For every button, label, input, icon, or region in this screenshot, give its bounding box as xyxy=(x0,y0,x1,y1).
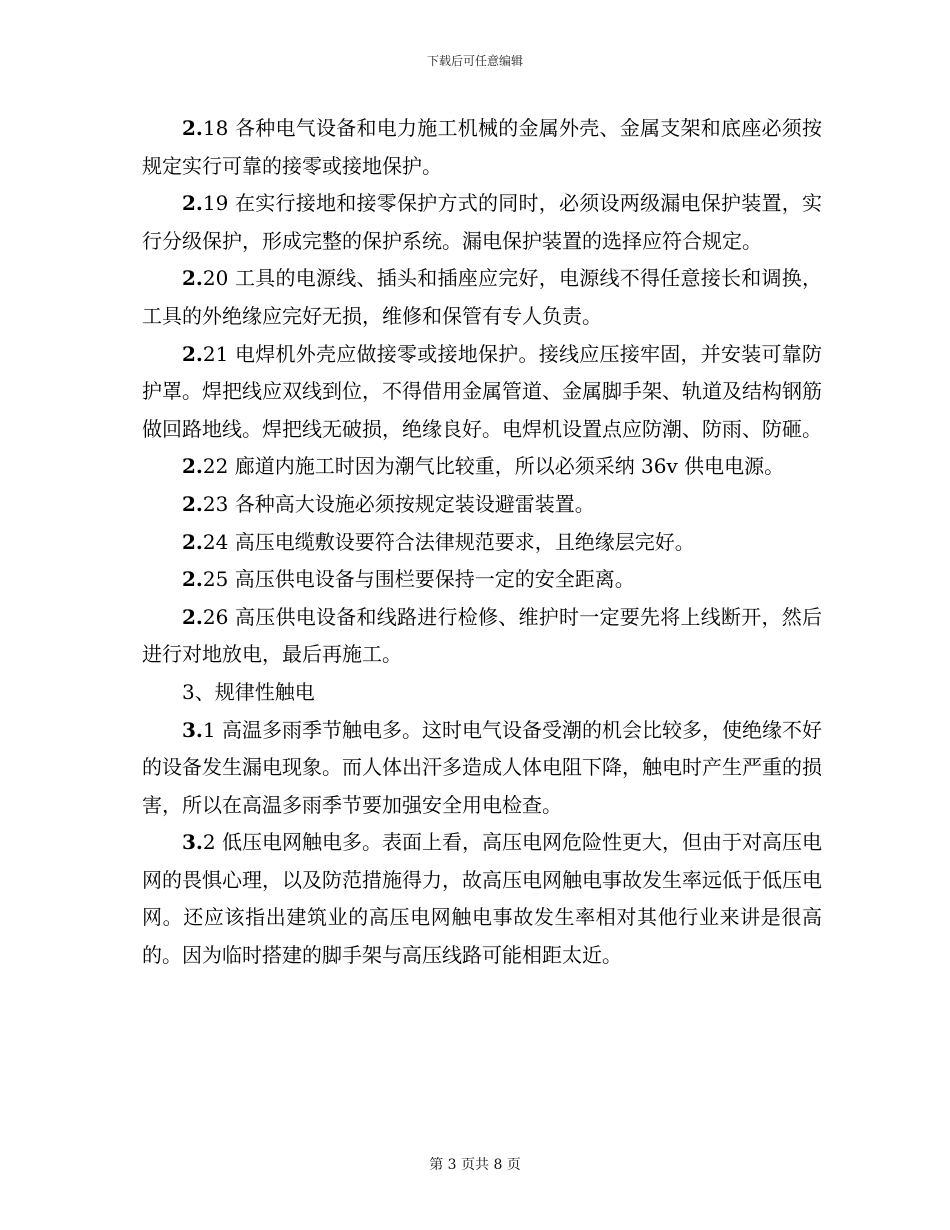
paragraph-text: 2 低压电网触电多。表面上看，高压电网危险性更大，但由于对高压电网的畏惧心理，以及防范措施得力，故高压电网触电事故发生率远低于低压电网。还应该指出建筑业的高压电网触电事故发生率相对其他行业来讲是很高的。因为临时搭建的脚手架与高压线路可能相距太近。 xyxy=(142,830,822,968)
section-number: 2. xyxy=(182,191,203,216)
section-number: 3. xyxy=(182,830,203,855)
paragraph-2-26 xyxy=(142,599,822,674)
paragraph-2-25 xyxy=(142,561,822,599)
paragraph-2-19 xyxy=(142,185,822,260)
paragraph-text: 19 在实行接地和接零保护方式的同时，必须设两级漏电保护装置，实行分级保护，形成完整的保护系统。漏电保护装置的选择应符合规定。 xyxy=(142,191,822,253)
section-number: 2. xyxy=(182,116,203,140)
paragraph-text: 1 高温多雨季节触电多。这时电气设备受潮的机会比较多，使绝缘不好的设备发生漏电现象。而人体出汗多造成人体电阻下降，触电时产生严重的损害，所以在高温多雨季节要加强安全用电检查。 xyxy=(142,717,822,817)
section-heading-3 xyxy=(142,674,822,712)
section-number: 2. xyxy=(182,567,203,592)
paragraph-text: 24 高压电缆敷设要符合法律规范要求，且绝缘层完好。 xyxy=(202,529,695,554)
page-header: 下载后可任意编辑 xyxy=(426,54,523,68)
paragraph-text: 18 各种电气设备和电力施工机械的金属外壳、金属支架和底座必须按规定实行可靠的接零或接地保护。 xyxy=(142,116,822,178)
paragraph-text: 3、规律性触电 xyxy=(182,679,315,704)
paragraph-2-20 xyxy=(142,260,822,335)
paragraph-text: 26 高压供电设备和线路进行检修、维护时一定要先将上线断开，然后进行对地放电，最后再施工。 xyxy=(142,604,822,667)
section-number: 2. xyxy=(182,529,203,554)
section-number: 3. xyxy=(182,717,203,742)
paragraph-text: 22 廊道内施工时因为潮气比较重，所以必须采纳 36v 供电电源。 xyxy=(202,454,785,479)
paragraph-2-23 xyxy=(142,486,822,524)
paragraph-2-22 xyxy=(142,448,822,486)
paragraph-2-18 xyxy=(142,110,822,185)
section-number: 2. xyxy=(182,454,203,479)
paragraph-2-24 xyxy=(142,524,822,562)
section-number: 2. xyxy=(182,604,203,629)
paragraph-text: 23 各种高大设施必须按规定装设避雷装置。 xyxy=(202,491,595,516)
paragraph-2-21 xyxy=(142,336,822,449)
section-number: 2. xyxy=(182,491,203,516)
paragraph-3-1 xyxy=(142,712,822,825)
paragraph-text: 25 高压供电设备与围栏要保持一定的安全距离。 xyxy=(202,567,635,592)
section-number: 2. xyxy=(182,266,203,291)
paragraph-text: 20 工具的电源线、插头和插座应完好，电源线不得任意接长和调换，工具的外绝缘应完好无损，维修和保管有专人负责。 xyxy=(142,266,822,328)
page-footer: 第 3 页共 8 页 xyxy=(429,1157,521,1173)
section-number: 2. xyxy=(182,341,203,366)
paragraph-3-2 xyxy=(142,824,822,974)
document-body xyxy=(142,110,822,975)
paragraph-text: 21 电焊机外壳应做接零或接地保护。接线应压接牢固，并安装可靠防护罩。焊把线应双线到位，不得借用金属管道、金属脚手架、轨道及结构钢筋做回路地线。焊把线无破损，绝缘良好。电焊机设置点应防潮、防雨、防砸。 xyxy=(142,341,822,441)
